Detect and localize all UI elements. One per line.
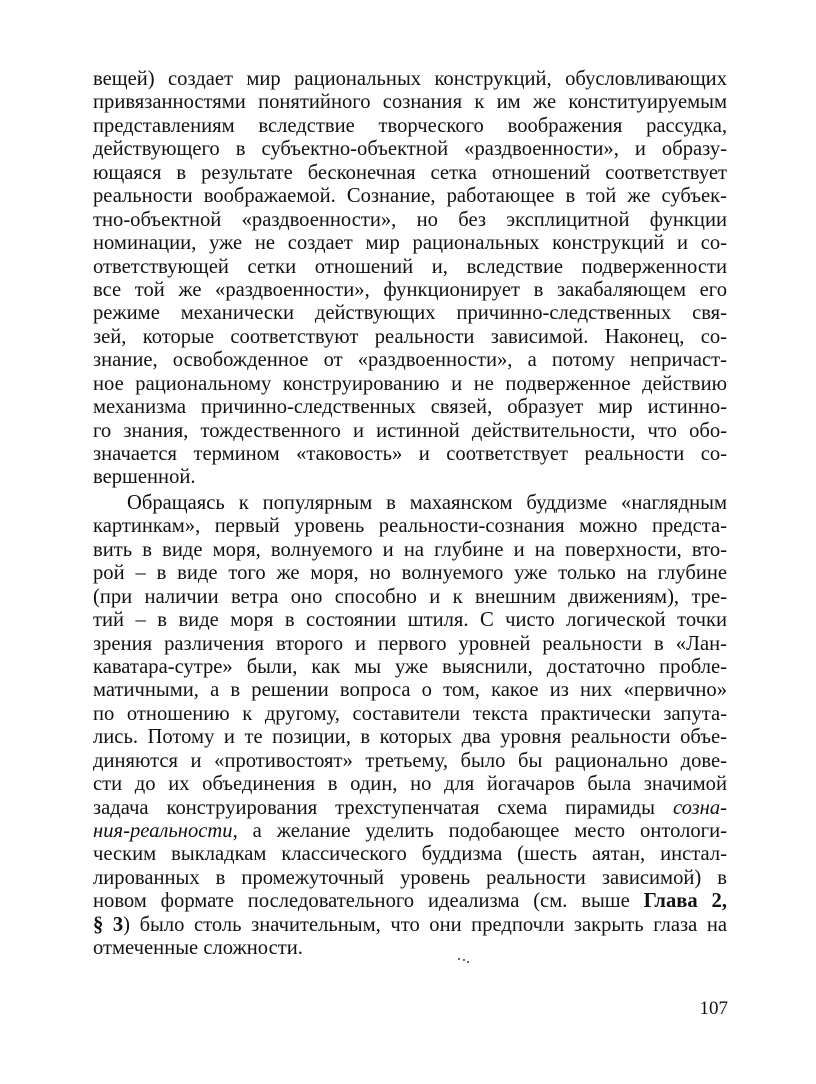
text-line: тно-объектной «раздвоенности», но без эксплицитной функции bbox=[93, 208, 727, 231]
text-line: ответствующей сетки отношений и, вследствие подверженности bbox=[93, 255, 727, 278]
text-line: действующего в субъектно-объектной «раздвоенности», и образу- bbox=[93, 138, 727, 161]
text-line: режиме механически действующих причинно-следственных свя- bbox=[93, 302, 727, 325]
text-line: знание, освобожденное от «раздвоенности», а потому непричаст- bbox=[93, 349, 727, 372]
text-line: матичными, а в решении вопроса о том, какое из них «первично» bbox=[93, 679, 727, 702]
text-line: ное рациональному конструированию и не подверженное действию bbox=[93, 372, 727, 395]
text-line: Обращаясь к популярным в махаянском буддизме «наглядным bbox=[127, 491, 727, 514]
text-line: привязанностями понятийного сознания к им же конституируемым bbox=[93, 91, 727, 114]
chapter-reference: Глава 2, bbox=[643, 890, 727, 913]
text-line: лись. Потому и те позиции, в которых два уровня реальности объе- bbox=[93, 726, 727, 749]
text-run: , а желание уделить подобающее место онтологи- bbox=[232, 820, 727, 842]
text-line bbox=[93, 890, 727, 913]
text-line bbox=[93, 914, 727, 937]
italic-term: созна- bbox=[672, 796, 727, 819]
text-line: реальности воображаемой. Сознание, работающее в той же субъек- bbox=[93, 185, 727, 208]
text-line bbox=[93, 797, 727, 820]
paragraph-2 bbox=[93, 492, 727, 961]
text-line: механизма причинно-следственных связей, образует мир истинно- bbox=[93, 396, 727, 419]
body-text bbox=[93, 68, 727, 961]
text-line: вершенной. bbox=[93, 466, 196, 489]
text-run: новом формате последовательного идеализма (см. выше bbox=[93, 890, 644, 913]
text-line: диняются и «противостоят» третьему, было бы рационально дове- bbox=[93, 749, 727, 772]
section-reference: § 3 bbox=[93, 913, 124, 936]
text-line: зрения различения второго и первого уровней реальности в «Лан- bbox=[93, 632, 727, 655]
text-line: лированных в промежуточный уровень реальности зависимой) в bbox=[93, 866, 727, 889]
page-number: 107 bbox=[699, 998, 728, 1019]
text-line: картинкам», первый уровень реальности-сознания можно предста- bbox=[93, 515, 727, 538]
text-line: представлениям вследствие творческого воображения рассудка, bbox=[93, 114, 727, 137]
text-line: отмеченные сложности. bbox=[93, 937, 303, 960]
paragraph-1 bbox=[93, 68, 727, 490]
text-line: вить в виде моря, волнуемого и на глубине и на поверхности, вто- bbox=[93, 538, 727, 561]
text-line: (при наличии ветра оно способно и к внешним движениям), тре- bbox=[93, 585, 727, 608]
text-line: го знания, тождественного и истинной действительности, что обо- bbox=[93, 419, 727, 442]
text-line: сти до их объединения в один, но для йогачаров была значимой bbox=[93, 773, 727, 796]
text-line: каватара-сутре» были, как мы уже выяснили, достаточно пробле- bbox=[93, 655, 727, 678]
text-line: ческим выкладкам классического буддизма (шесть аятан, инстал- bbox=[93, 843, 727, 866]
text-line: ющаяся в результате бесконечная сетка отношений соответствует bbox=[93, 161, 727, 184]
text-line: рой – в виде того же моря, но волнуемого уже только на глубине bbox=[93, 562, 727, 585]
text-line: номинации, уже не создает мир рациональных конструкций и со- bbox=[93, 232, 727, 255]
text-line: все той же «раздвоенности», функционирует в закабаляющем его bbox=[93, 278, 727, 301]
text-line: вещей) создает мир рациональных конструкций, обусловливающих bbox=[93, 68, 727, 90]
text-run: задача конструирования трехступенчатая схема пирамиды bbox=[93, 796, 673, 819]
text-line: зей, которые соответствуют реальности зависимой. Наконец, со- bbox=[93, 325, 727, 348]
text-line: по отношению к другому, составители текста практически запута- bbox=[93, 702, 727, 725]
text-line: значается термином «таковость» и соответствует реальности со- bbox=[93, 443, 727, 465]
italic-term: ния-реальности bbox=[93, 820, 233, 842]
text-line: тий – в виде моря в состоянии штиля. С чисто логической точки bbox=[93, 609, 727, 632]
text-run: ) было столь значительным, что они предпочли закрыть глаза на bbox=[123, 913, 727, 936]
scan-speck bbox=[458, 958, 472, 964]
text-line bbox=[93, 820, 727, 843]
